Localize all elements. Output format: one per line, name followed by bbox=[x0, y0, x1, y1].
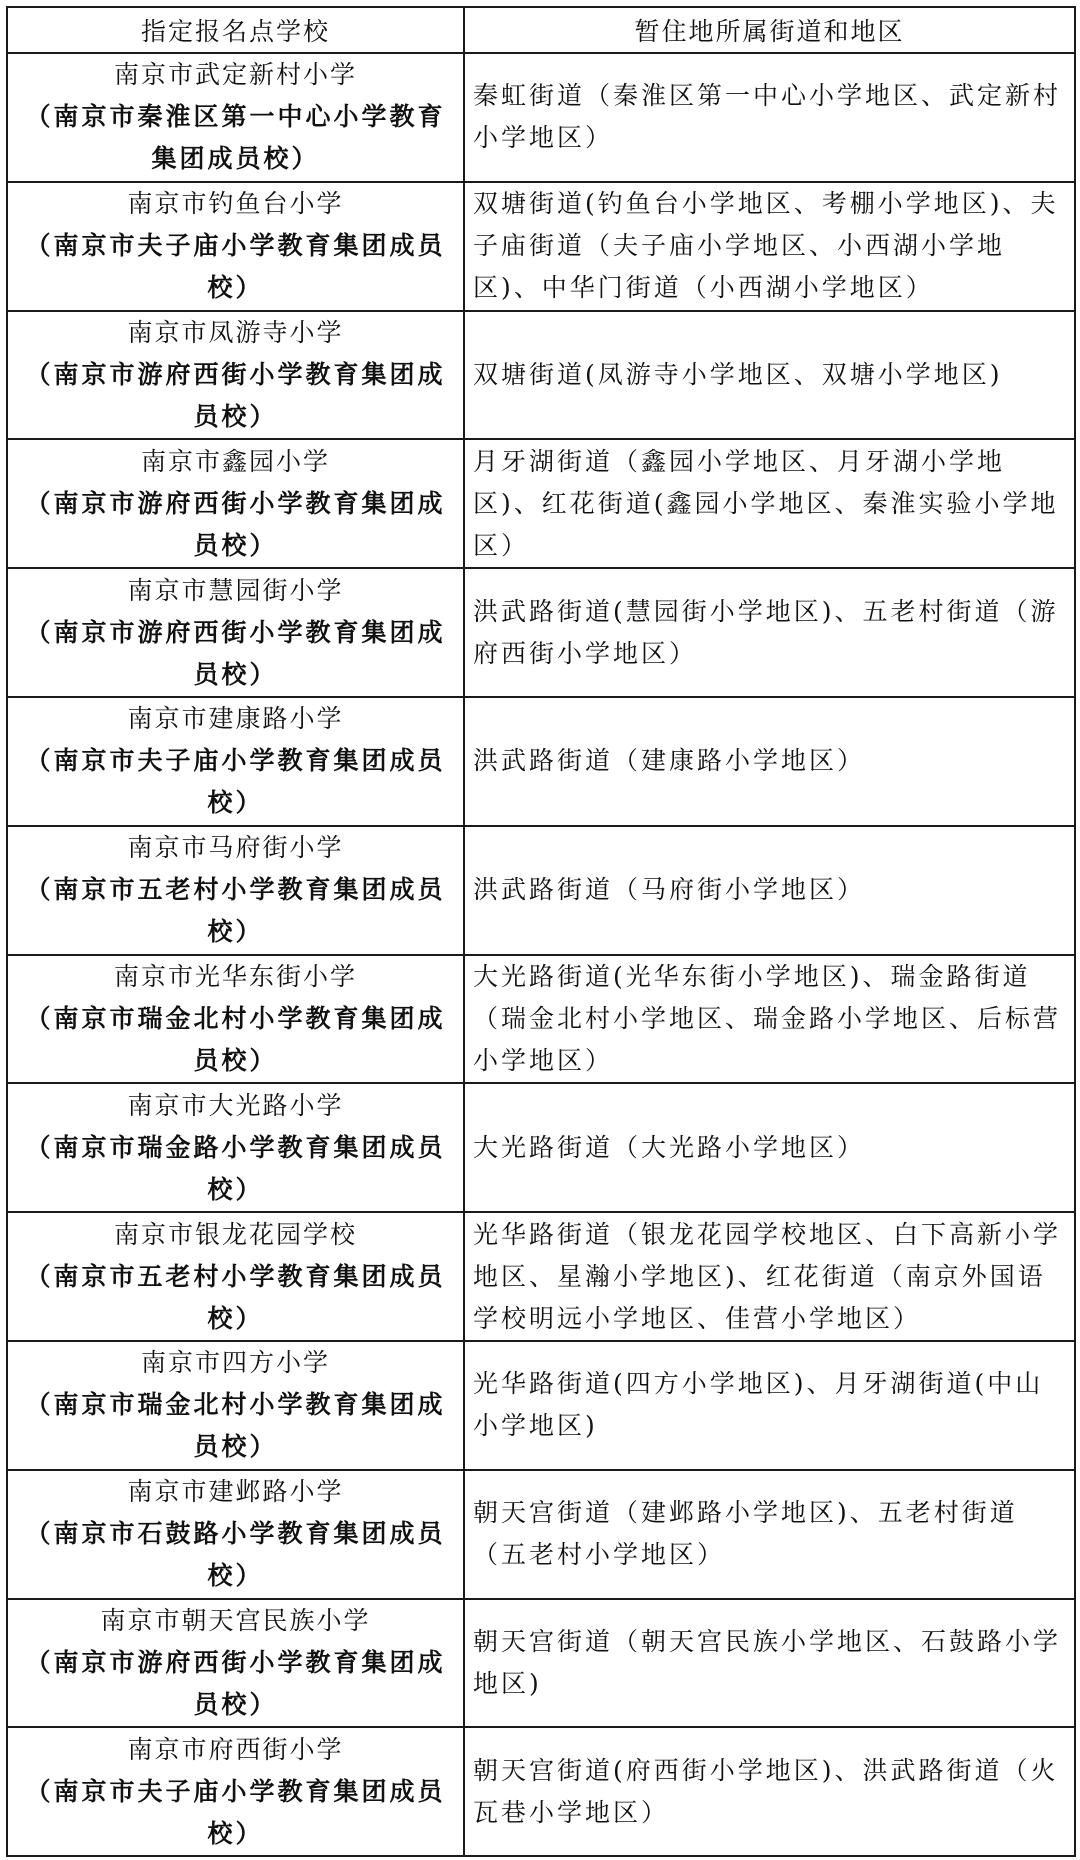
table-row bbox=[7, 826, 1075, 955]
school-name: 南京市大光路小学 bbox=[127, 1090, 344, 1120]
table-row bbox=[7, 1599, 1075, 1728]
school-name: 南京市四方小学 bbox=[140, 1348, 330, 1378]
school-name: 南京市银龙花园学校 bbox=[113, 1219, 357, 1249]
area-cell: 大光路街道（大光路小学地区） bbox=[464, 1083, 1075, 1212]
school-name: 南京市凤游寺小学 bbox=[127, 317, 344, 347]
school-name: 南京市武定新村小学 bbox=[113, 60, 357, 90]
table-row bbox=[7, 53, 1075, 182]
table-row bbox=[7, 182, 1075, 311]
table-row bbox=[7, 1341, 1075, 1470]
school-group: （南京市秦淮区第一中心小学教育集团成员校） bbox=[25, 102, 446, 174]
school-group: （南京市游府西街小学教育集团成员校） bbox=[25, 359, 446, 431]
table-body bbox=[7, 53, 1075, 1856]
area-cell: 月牙湖街道（鑫园小学地区、月牙湖小学地区)、红花街道(鑫园小学地区、秦淮实验小学地区） bbox=[464, 439, 1075, 568]
table-row bbox=[7, 311, 1075, 440]
area-cell: 洪武路街道（马府街小学地区） bbox=[464, 826, 1075, 955]
school-name: 南京市建邺路小学 bbox=[127, 1477, 344, 1507]
area-cell: 洪武路街道（建康路小学地区） bbox=[464, 697, 1075, 826]
registration-table bbox=[6, 6, 1076, 1857]
school-group: （南京市游府西街小学教育集团成员校） bbox=[25, 1647, 446, 1719]
school-cell bbox=[7, 1470, 464, 1599]
area-cell: 光华路街道(四方小学地区)、月牙湖街道(中山小学地区) bbox=[464, 1341, 1075, 1470]
area-cell: 双塘街道(凤游寺小学地区、双塘小学地区) bbox=[464, 311, 1075, 440]
table-row bbox=[7, 439, 1075, 568]
header-area: 暂住地所属街道和地区 bbox=[464, 7, 1075, 53]
school-cell bbox=[7, 1083, 464, 1212]
school-group: （南京市五老村小学教育集团成员校） bbox=[25, 1261, 446, 1333]
school-group: （南京市夫子庙小学教育集团成员校） bbox=[25, 746, 446, 818]
school-name: 南京市建康路小学 bbox=[127, 704, 344, 734]
area-cell: 大光路街道(光华东街小学地区)、瑞金路街道（瑞金北村小学地区、瑞金路小学地区、后标营小学地区） bbox=[464, 955, 1075, 1084]
school-cell bbox=[7, 1599, 464, 1728]
school-group: （南京市游府西街小学教育集团成员校） bbox=[25, 617, 446, 689]
area-cell: 洪武路街道(慧园街小学地区)、五老村街道（游府西街小学地区） bbox=[464, 568, 1075, 697]
area-cell: 朝天宫街道（朝天宫民族小学地区、石鼓路小学地区) bbox=[464, 1599, 1075, 1728]
table-row bbox=[7, 1083, 1075, 1212]
school-cell bbox=[7, 568, 464, 697]
table-row bbox=[7, 697, 1075, 826]
area-cell: 光华路街道（银龙花园学校地区、白下高新小学地区、星瀚小学地区)、红花街道（南京外国语学校明远小学地区、佳营小学地区） bbox=[464, 1212, 1075, 1341]
school-name: 南京市朝天宫民族小学 bbox=[100, 1605, 371, 1635]
school-group: （南京市瑞金路小学教育集团成员校） bbox=[25, 1132, 446, 1204]
school-name: 南京市马府街小学 bbox=[127, 833, 344, 863]
school-cell bbox=[7, 826, 464, 955]
school-name: 南京市钓鱼台小学 bbox=[127, 189, 344, 219]
school-cell bbox=[7, 697, 464, 826]
school-group: （南京市夫子庙小学教育集团成员校） bbox=[25, 231, 446, 303]
school-group: （南京市夫子庙小学教育集团成员校） bbox=[25, 1776, 446, 1848]
school-group: （南京市瑞金北村小学教育集团成员校） bbox=[25, 1390, 446, 1462]
area-cell: 双塘街道(钓鱼台小学地区、考棚小学地区)、夫子庙街道（夫子庙小学地区、小西湖小学地区)、中华门街道（小西湖小学地区） bbox=[464, 182, 1075, 311]
table-row bbox=[7, 1212, 1075, 1341]
school-cell bbox=[7, 1727, 464, 1856]
table-header-row bbox=[7, 7, 1075, 53]
school-name: 南京市光华东街小学 bbox=[113, 961, 357, 991]
school-cell bbox=[7, 53, 464, 182]
school-group: （南京市游府西街小学教育集团成员校） bbox=[25, 488, 446, 560]
table-row bbox=[7, 955, 1075, 1084]
school-group: （南京市瑞金北村小学教育集团成员校） bbox=[25, 1003, 446, 1075]
area-cell: 秦虹街道（秦淮区第一中心小学地区、武定新村小学地区） bbox=[464, 53, 1075, 182]
area-cell: 朝天宫街道（建邺路小学地区)、五老村街道（五老村小学地区） bbox=[464, 1470, 1075, 1599]
table-row bbox=[7, 1470, 1075, 1599]
school-cell bbox=[7, 1341, 464, 1470]
school-group: （南京市石鼓路小学教育集团成员校） bbox=[25, 1519, 446, 1591]
school-group: （南京市五老村小学教育集团成员校） bbox=[25, 875, 446, 947]
school-cell bbox=[7, 439, 464, 568]
school-name: 南京市慧园街小学 bbox=[127, 575, 344, 605]
header-school: 指定报名点学校 bbox=[7, 7, 464, 53]
school-cell bbox=[7, 1212, 464, 1341]
school-name: 南京市鑫园小学 bbox=[140, 446, 330, 476]
school-cell bbox=[7, 182, 464, 311]
table-row bbox=[7, 1727, 1075, 1856]
school-cell bbox=[7, 955, 464, 1084]
school-cell bbox=[7, 311, 464, 440]
registration-table-document bbox=[6, 6, 1074, 1854]
school-name: 南京市府西街小学 bbox=[127, 1734, 344, 1764]
table-row bbox=[7, 568, 1075, 697]
area-cell: 朝天宫街道(府西街小学地区)、洪武路街道（火瓦巷小学地区） bbox=[464, 1727, 1075, 1856]
